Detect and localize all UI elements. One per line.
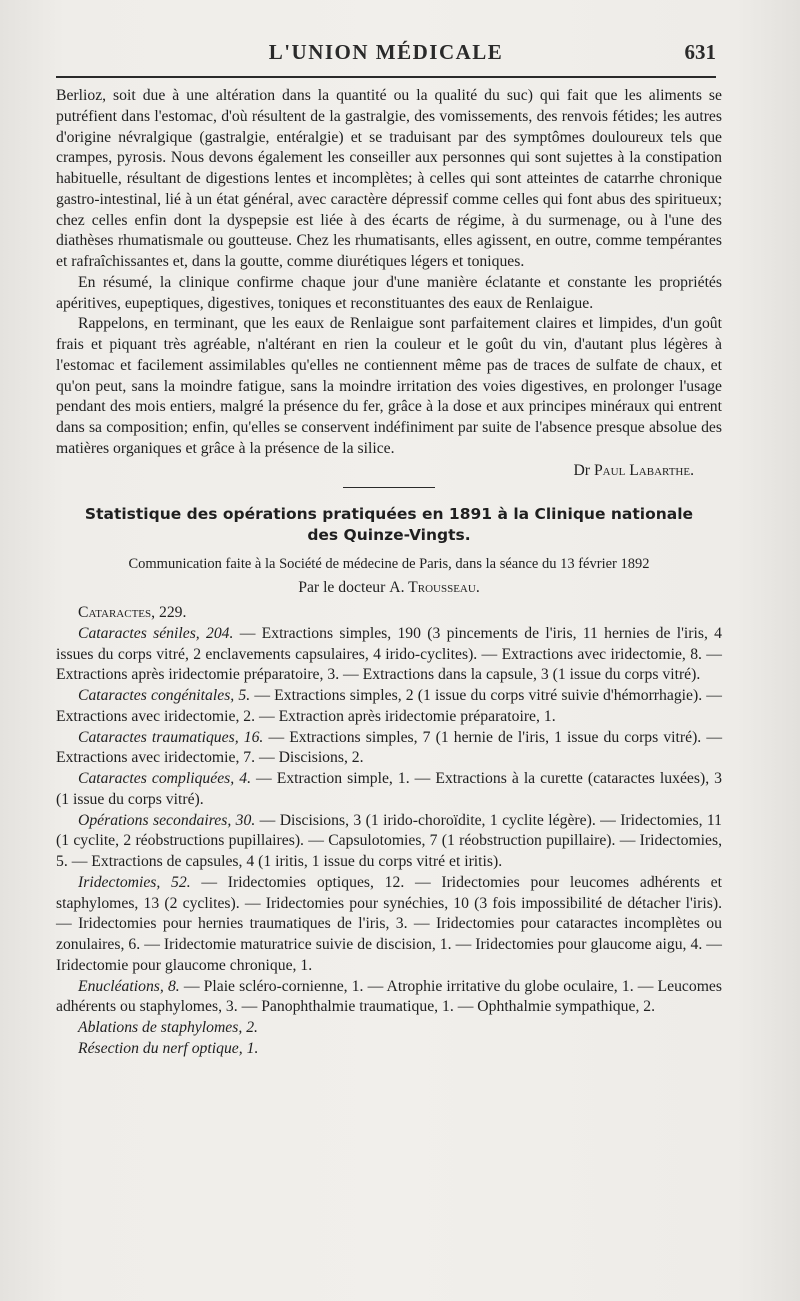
section-title-line-1: Statistique des opérations pratiquées en 1891 à la Clinique nationale: [84, 505, 694, 524]
communication-note: Communication faite à la Société de médecine de Paris, dans la séance du 13 février 1892: [128, 556, 650, 573]
stats-entry: [56, 1018, 722, 1039]
article-signature: [56, 461, 722, 482]
page-number: 631: [684, 40, 716, 64]
signature-prefix: Dr: [573, 461, 591, 479]
stats-entry: [56, 811, 722, 873]
stats-entry: [56, 977, 722, 1019]
stats-entry-text: — Extraction simple, 1. — Extractions à la curette (cataractes luxées), 3 (1 issue du corps vitré).: [56, 770, 723, 808]
stats-entry-label: Cataractes compliquées, 4.: [78, 770, 251, 787]
stats-entry: [56, 728, 722, 770]
page-header: [56, 36, 716, 78]
section-title-line-2: des Quinze-Vingts.: [307, 526, 471, 545]
section-divider: [343, 487, 435, 488]
stats-entry-label: Cataractes séniles, 204.: [78, 624, 234, 642]
stats-entry-text: — Extractions simples, 2 (1 issue du corps vitré suivie d'hémorrhagie). — Extractions avec iridectomie, 2. — Extraction après iridectomie préparatoire, 1.: [56, 687, 722, 725]
stats-entry-text: — Iridectomies optiques, 12. — Iridectomies pour leucomes adhérents et staphylomes, 13 (2 cyclites). — Iridectomies pour synéchies, 10 (3 fois impossibilité de détacher l'iris). — Iridectomies pour hernies traumatiques de l'iris, 3. — Iridectomies pour cataractes incomplètes ou zonulaires, 6. — Iridectomie maturatrice suivie de discision, 1. — Iridectomies pour glaucome aigu, 4. — Iridectomie pour glaucome chronique, 1.: [56, 873, 722, 974]
stats-entry: [56, 1039, 722, 1060]
stats-entry-label: Iridectomies, 52.: [78, 873, 191, 891]
stats-entry-label: Ablations de staphylomes, 2.: [78, 1019, 258, 1036]
stats-entry-label: Opérations secondaires, 30.: [78, 811, 256, 829]
stats-entry-text: — Extractions simples, 190 (3 pincements de l'iris, 11 hernies de l'iris, 4 issues du corps vitré, 2 enclavements capsulaires, 4 irido-cyclites). — Extractions avec iridectomie, 8. — Extractions après iridectomie préparatoire, 3. — Extractions dans la capsule, 3 (1 issue du corps vitré).: [56, 624, 723, 684]
author-prefix: Par le docteur: [298, 579, 386, 597]
author-name: A. Trousseau.: [389, 579, 480, 597]
article-paragraph: Rappelons, en terminant, que les eaux de Renlaigue sont parfaitement claires et limpides, d'un goût frais et piquant très agréable, n'altérant en rien la couleur et le goût du vin, d'autant plus légères à l'estomac et facilement assimilables qu'elles ne contiennent même pas de traces de sulfate de chaux, et qu'on peut, sans la moindre fatigue, sans la moindre irritation des voies digestives, en prolonger l'usage pendant des mois entiers, malgré la présence du fer, grâce à la dose et aux principes minéraux qui entrent dans sa composition; enfin, qu'elles se conservent indéfiniment par suite de l'absence presque absolue des matières organiques et grâce à la présence de la silice.: [56, 315, 722, 457]
stats-entry-label: Cataractes congénitales, 5.: [78, 687, 251, 704]
stats-entry-label: Enucléations, 8.: [78, 977, 180, 995]
stats-entry-label: Résection du nerf optique, 1.: [78, 1039, 259, 1057]
article-paragraph: Berlioz, soit due à une altération dans la quantité ou la qualité du suc) qui fait que les aliments se putréfient dans l'estomac, d'où résultent de la gastralgie, des vomissements, des renvois fétides; les autres d'origine névralgique (gastralgie, entéralgie) et se traduisant par des symptômes douloureux tels que crampes, pyrosis. Nous devons également les conseiller aux personnes qui sont sujettes à la constipation habituelle, résultant de digestions lentes et incomplètes; à celles qui sont atteintes de catarrhe chronique gastro-intestinal, lié à un état général, avec caractère dépressif comme celles qui font abus des spiritueux; chez celles enfin dont la dyspepsie est liée à des écarts de régime, à du surmenage, ou à l'une des diathèses rhumatismale ou goutteuse. Chez les rhumatisants, elles agissent, en outre, comme tempérantes et rafraîchissantes et, dans la goutte, comme diurétiques légers et toniques.: [56, 87, 722, 270]
stats-entry-text: — Discisions, 3 (1 irido-choroïdite, 1 cyclite légère). — Iridectomies, 11 (1 cyclite, 2 réobstructions pupillaires). — Capsulotomies, 7 (1 réobstruction pupillaire). — Iridectomies, 5. — Extractions de capsules, 4 (1 iritis, 1 issue du corps vitré et iritis).: [56, 811, 723, 870]
section-title: [56, 504, 722, 546]
statistics-list: [56, 603, 722, 1060]
body-text: [56, 86, 722, 1060]
stats-entry-text: — Plaie scléro-cornienne, 1. — Atrophie irritative du globe oculaire, 1. — Leucomes adhérents ou staphylomes, 3. — Panophthalmie traumatique, 1. — Ophthalmie sympathique, 2.: [56, 977, 722, 1016]
stats-entry: [56, 873, 722, 977]
stats-entry: [56, 624, 722, 686]
article-paragraph: En résumé, la clinique confirme chaque jour d'une manière éclatante et constante les propriétés apéritives, eupeptiques, digestives, toniques et reconstituantes des eaux de Renlaigue.: [56, 273, 722, 312]
running-title: L'UNION MÉDICALE: [268, 40, 504, 64]
signature-name: Paul Labarthe.: [593, 461, 694, 479]
stats-entry-label: Cataractes traumatiques, 16.: [78, 728, 264, 746]
stats-entry: [56, 686, 722, 728]
author-line: [56, 578, 722, 599]
stats-entry-text: — Extractions simples, 7 (1 hernie de l'iris, 1 issue du corps vitré). — Extractions avec iridectomie, 7. — Discisions, 2.: [56, 728, 723, 767]
stats-entry: [56, 769, 722, 811]
stats-heading: Cataractes, 229.: [78, 604, 187, 621]
